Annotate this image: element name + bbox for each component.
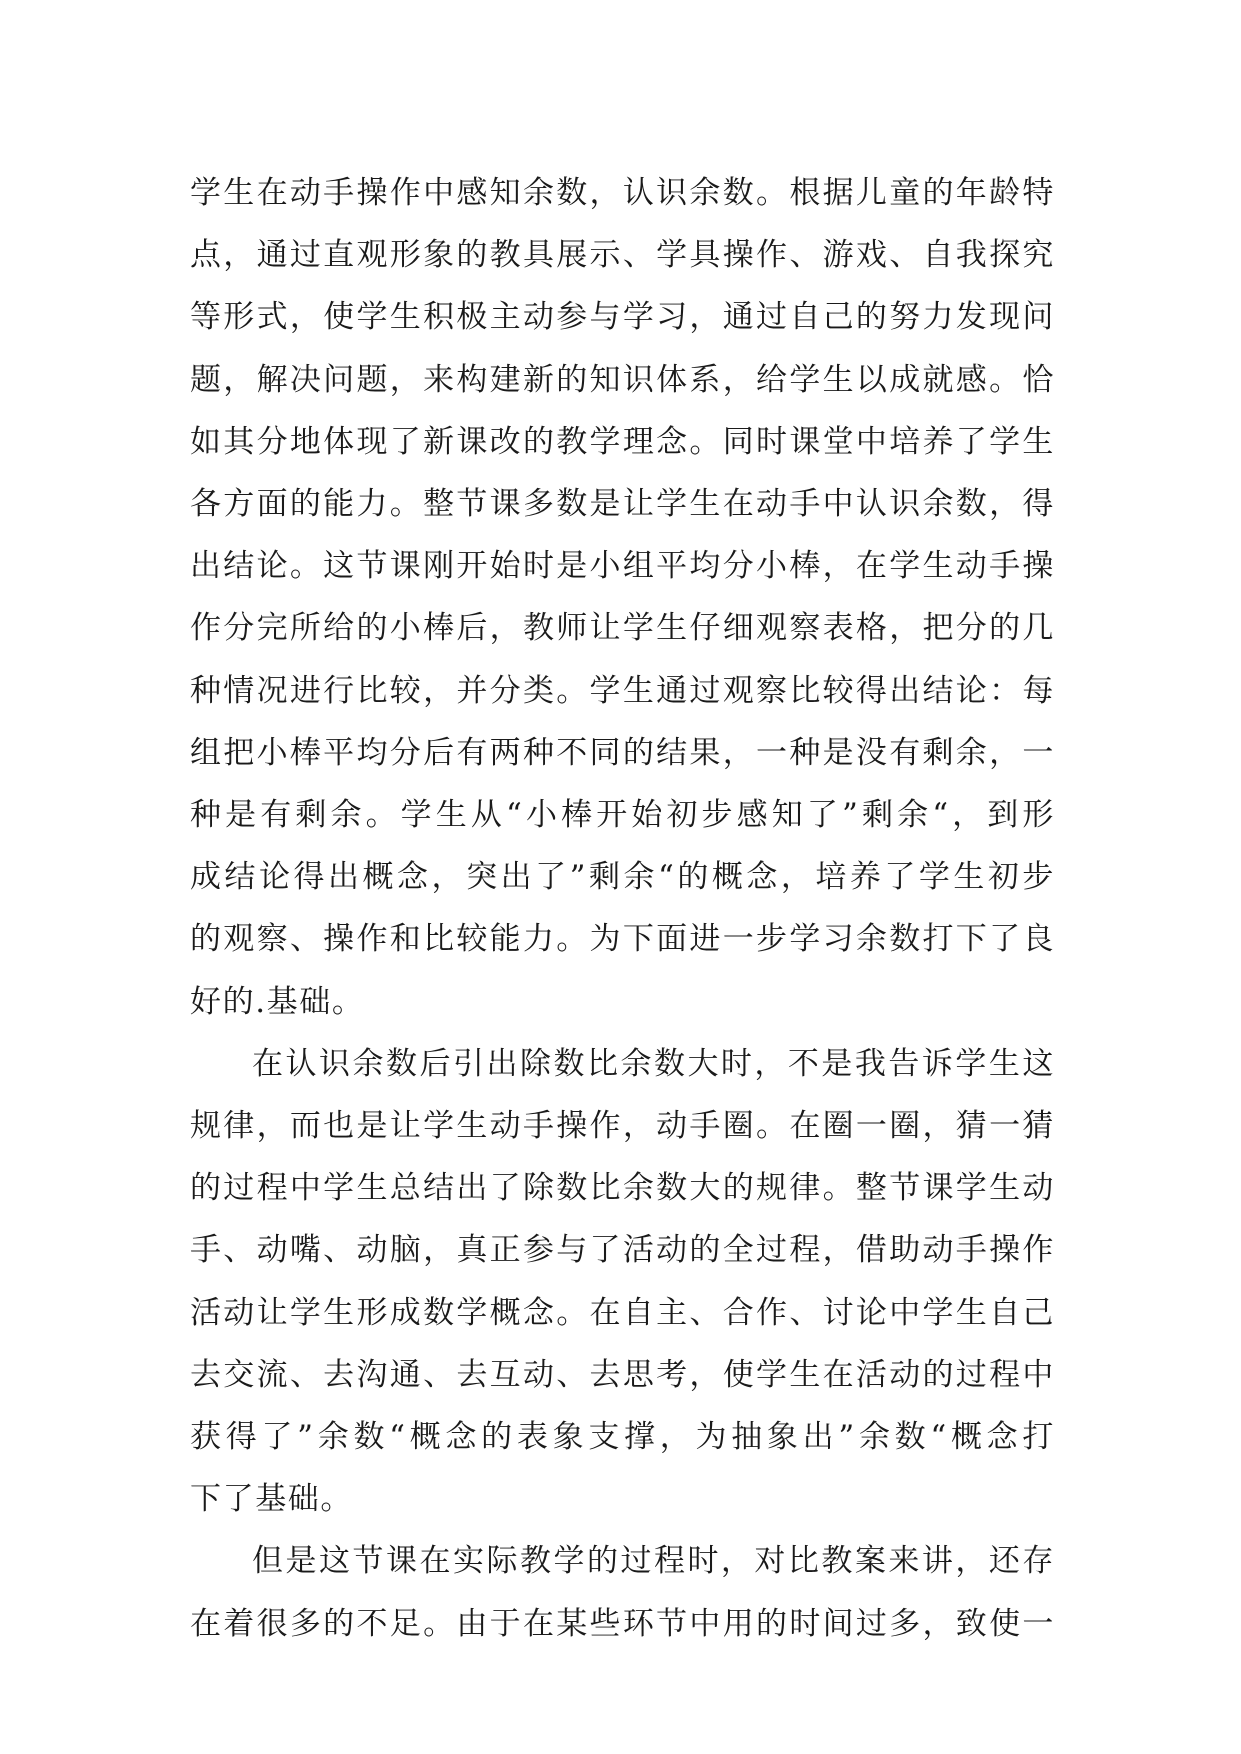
text-line: 规律，而也是让学生动手操作，动手圈。在圈一圈，猜一猜: [190, 1108, 1055, 1145]
text-line: 去交流、去沟通、去互动、去思考，使学生在活动的过程中: [190, 1356, 1055, 1393]
text-line: 获得了”余数“概念的表象支撑，为抽象出”余数“概念打: [190, 1419, 1055, 1456]
text-line: 种情况进行比较，并分类。学生通过观察比较得出结论：每: [190, 672, 1055, 709]
text-line: 手、动嘴、动脑，真正参与了活动的全过程，借助动手操作: [190, 1232, 1055, 1269]
text-line: 成结论得出概念，突出了”剩余“的概念，培养了学生初步: [190, 859, 1055, 896]
text-line: 活动让学生形成数学概念。在自主、合作、讨论中学生自己: [190, 1294, 1055, 1331]
text-line: 下了基础。: [190, 1481, 353, 1518]
text-line: 作分完所给的小棒后，教师让学生仔细观察表格，把分的几: [190, 610, 1055, 647]
text-line: 的观察、操作和比较能力。为下面进一步学习余数打下了良: [190, 921, 1055, 958]
text-line: 出结论。这节课刚开始时是小组平均分小棒，在学生动手操: [190, 548, 1055, 585]
text-line: 各方面的能力。整节课多数是让学生在动手中认识余数，得: [190, 486, 1055, 523]
text-line: 但是这节课在实际教学的过程时，对比教案来讲，还存: [252, 1543, 1055, 1580]
text-line: 点，通过直观形象的教具展示、学具操作、游戏、自我探究: [190, 237, 1055, 274]
document-body: [190, 162, 1055, 1655]
paragraph-1: [190, 162, 1055, 1033]
text-line: 种是有剩余。学生从“小棒开始初步感知了”剩余“，到形: [190, 797, 1055, 834]
text-line: 的过程中学生总结出了除数比余数大的规律。整节课学生动: [190, 1170, 1055, 1207]
paragraph-3: [190, 1530, 1055, 1654]
text-line: 好的.基础。: [190, 983, 365, 1020]
text-line: 等形式，使学生积极主动参与学习，通过自己的努力发现问: [190, 299, 1055, 336]
paragraph-2: [190, 1033, 1055, 1531]
text-line: 如其分地体现了新课改的教学理念。同时课堂中培养了学生: [190, 423, 1055, 460]
text-line: 题，解决问题，来构建新的知识体系，给学生以成就感。恰: [190, 361, 1055, 398]
text-line: 在着很多的不足。由于在某些环节中用的时间过多，致使一: [190, 1605, 1055, 1642]
text-line: 学生在动手操作中感知余数，认识余数。根据儿童的年龄特: [190, 175, 1055, 211]
text-line: 组把小棒平均分后有两种不同的结果，一种是没有剩余，一: [190, 734, 1055, 771]
text-line: 在认识余数后引出除数比余数大时，不是我告诉学生这: [252, 1045, 1055, 1082]
